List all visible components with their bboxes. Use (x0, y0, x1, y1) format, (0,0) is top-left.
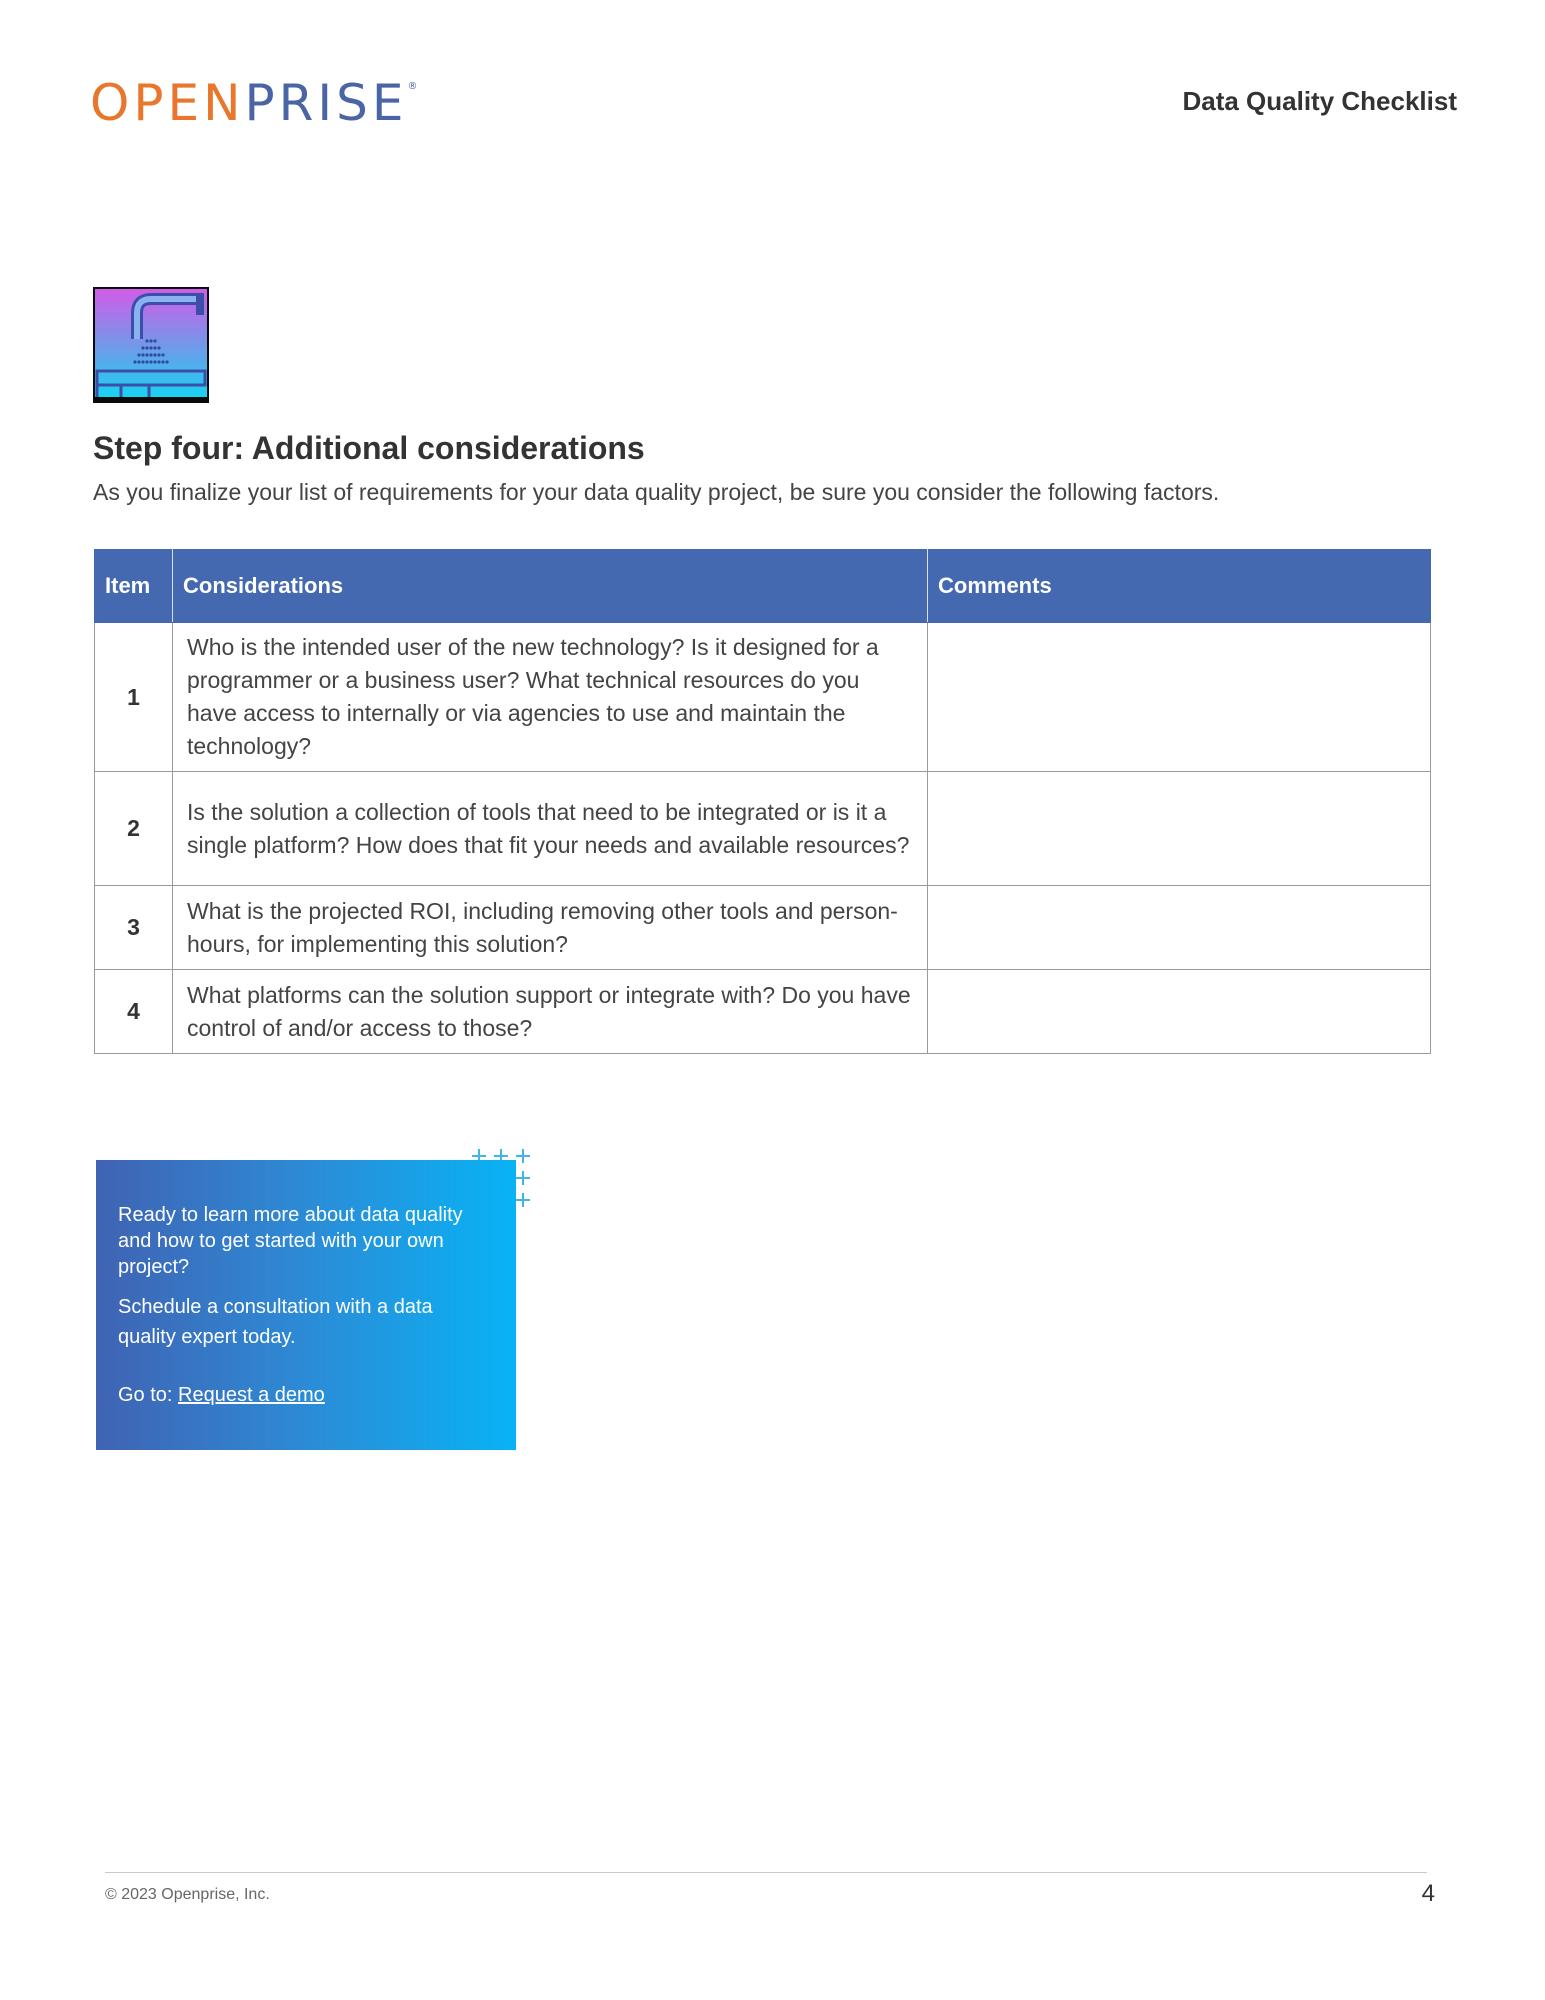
consideration-text: Is the solution a collection of tools that need to be integrated or is it a single platform? How does that fit your needs and available resources? (173, 772, 928, 886)
cta-box (96, 1160, 516, 1450)
logo-prise-text: PRISE (244, 74, 408, 132)
comment-cell[interactable] (928, 886, 1431, 970)
cta-question: Ready to learn more about data quality and how to get started with your own project? (118, 1204, 463, 1278)
item-number: 1 (95, 623, 173, 772)
item-number: 4 (95, 970, 173, 1054)
footer-divider (105, 1872, 1427, 1873)
consideration-text: What is the projected ROI, including removing other tools and person-hours, for implementing this solution? (173, 886, 928, 970)
logo-open-text: OPEN (90, 74, 245, 132)
header-comments: Comments (928, 550, 1431, 623)
item-number: 2 (95, 772, 173, 886)
cta-callout (96, 1160, 536, 1460)
logo-registered-mark: ® (407, 81, 418, 92)
comment-cell[interactable] (928, 772, 1431, 886)
document-title: Data Quality Checklist (1182, 86, 1457, 116)
table-header-row (95, 550, 1431, 623)
comment-cell[interactable] (928, 970, 1431, 1054)
footer-copyright: © 2023 Openprise, Inc. (105, 1886, 270, 1903)
header-item: Item (95, 550, 173, 623)
consideration-text: Who is the intended user of the new technology? Is it designed for a programmer or a business user? What technical resources do you have access to internally or via agencies to use and maintain the technology? (173, 623, 928, 772)
request-demo-link[interactable]: Request a demo (178, 1384, 325, 1406)
consideration-text: What platforms can the solution support or integrate with? Do you have control of and/or access to those? (173, 970, 928, 1054)
table-row (95, 886, 1431, 970)
openprise-logo (90, 74, 418, 132)
cta-goto (118, 1382, 494, 1408)
page-number: 4 (1421, 1880, 1435, 1907)
considerations-table (94, 549, 1431, 1054)
pipe-data-icon (93, 287, 209, 403)
cta-schedule: Schedule a consultation with a data quality expert today. (118, 1296, 433, 1348)
comment-cell[interactable] (928, 623, 1431, 772)
item-number: 3 (95, 886, 173, 970)
cta-goto-label: Go to: (118, 1384, 173, 1406)
table-row (95, 623, 1431, 772)
table-row (95, 970, 1431, 1054)
table-row (95, 772, 1431, 886)
step-heading: Step four: Additional considerations (93, 430, 645, 466)
header-considerations: Considerations (173, 550, 928, 623)
step-intro: As you finalize your list of requirements for your data quality project, be sure you consider the following factors. (93, 479, 1220, 505)
